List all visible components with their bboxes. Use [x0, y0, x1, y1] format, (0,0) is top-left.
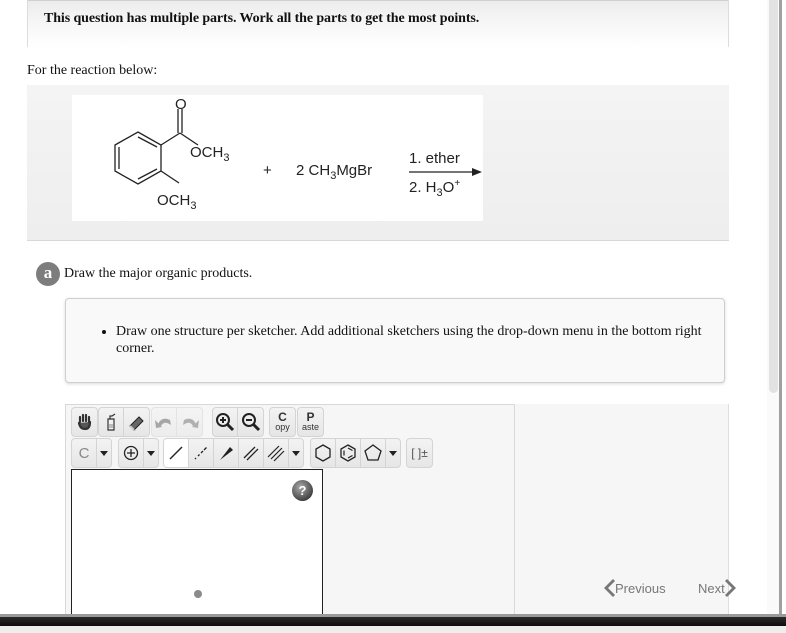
condition-1: 1. ether [409, 150, 460, 167]
double-bond-icon [242, 444, 260, 462]
canvas-cursor-dot [194, 590, 202, 598]
carbonyl-oxygen: O [175, 96, 187, 113]
undo-button[interactable] [152, 408, 177, 436]
tool-group-paste [297, 407, 324, 437]
element-label: C [78, 444, 90, 462]
chevron-down-icon [100, 451, 108, 456]
previous-button[interactable] [603, 578, 666, 598]
wash-bottle-button[interactable] [99, 408, 124, 436]
part-a-badge: a [36, 262, 60, 286]
reaction-scheme-svg [72, 95, 483, 221]
help-icon[interactable]: ? [292, 480, 313, 501]
bond-dropdown[interactable] [289, 439, 303, 467]
bond-picker [163, 438, 304, 468]
element-picker [71, 438, 112, 468]
tool-group-zoom [212, 407, 264, 437]
window-right-edge [779, 0, 782, 617]
part-a-prompt: Draw the major organic products. [64, 266, 253, 281]
single-bond-icon [167, 444, 185, 462]
instruction-box [65, 298, 725, 383]
ester-och3: $OCH_3$ [190, 144, 230, 164]
undo-icon [154, 414, 174, 430]
redo-button[interactable] [177, 408, 202, 436]
redo-icon [180, 414, 200, 430]
chevron-right-icon [725, 578, 737, 598]
bracket-button[interactable] [407, 439, 432, 467]
bracket-charge-icon: [ ]± [411, 445, 428, 460]
positive-charge-icon [122, 444, 140, 462]
hand-icon [76, 413, 94, 431]
element-carbon-button[interactable] [72, 439, 97, 467]
single-bond-button[interactable] [164, 439, 189, 467]
wedge-bond-icon [217, 444, 235, 462]
ring-dropdown[interactable] [386, 439, 400, 467]
wedge-bond-button[interactable] [214, 439, 239, 467]
reaction-panel [27, 85, 729, 241]
chevron-down-icon [292, 451, 300, 456]
tool-group-copy [269, 407, 296, 437]
hand-tool-button[interactable] [72, 408, 97, 436]
hashed-wedge-bond-icon [192, 444, 210, 462]
ring-picker [310, 438, 401, 468]
wash-bottle-icon [102, 412, 120, 432]
cyclohexane-icon [313, 443, 333, 463]
chevron-down-icon [147, 451, 155, 456]
charge-picker [118, 438, 159, 468]
bottom-strip [0, 626, 786, 633]
cyclopentane-icon [363, 443, 383, 463]
ortho-och3: $OCH_3$ [157, 192, 197, 212]
grignard-reagent: 2 $CH_3MgBr$ [296, 162, 373, 182]
structure-sketcher [65, 404, 515, 619]
next-button[interactable] [698, 578, 737, 598]
tool-group-select [71, 407, 98, 437]
zoom-out-button[interactable] [238, 408, 263, 436]
condition-2: 2. $H_3O^+$ [409, 178, 461, 199]
bottom-bar [0, 617, 786, 626]
drawing-canvas[interactable] [71, 469, 323, 619]
reaction-image [72, 95, 483, 221]
paste-button[interactable]: P aste [301, 410, 319, 432]
intro-text: For the reaction below: [27, 63, 158, 78]
chevron-left-icon [603, 578, 615, 598]
chevron-down-icon [389, 451, 397, 456]
next-label: Next [698, 580, 725, 596]
benzene-button[interactable] [336, 439, 361, 467]
eraser-button[interactable] [124, 408, 149, 436]
eraser-icon [127, 413, 147, 431]
triple-bond-icon [267, 444, 285, 462]
previous-label: Previous [615, 580, 666, 596]
plus-sign: + [263, 162, 272, 179]
cyclopentane-button[interactable] [361, 439, 386, 467]
instruction-list [116, 323, 716, 357]
copy-button[interactable]: C opy [275, 410, 290, 432]
dashed-bond-button[interactable] [189, 439, 214, 467]
tool-group-erase [98, 407, 150, 437]
header-text: This question has multiple parts. Work all the parts to get the most points. [44, 11, 480, 26]
cyclohexane-button[interactable] [311, 439, 336, 467]
zoom-in-icon [215, 412, 235, 432]
charge-button[interactable] [119, 439, 144, 467]
bracket-group [406, 438, 433, 468]
zoom-in-button[interactable] [213, 408, 238, 436]
vertical-scrollbar-thumb[interactable] [769, 0, 778, 393]
instruction-item: • Draw one structure per sketcher. Add additional sketchers using the drop-down menu in the bottom right corner. [116, 323, 716, 357]
tool-group-history [151, 407, 203, 437]
header-banner [27, 0, 729, 47]
benzene-icon [338, 443, 358, 463]
triple-bond-button[interactable] [264, 439, 289, 467]
double-bond-button[interactable] [239, 439, 264, 467]
zoom-out-icon [241, 412, 261, 432]
element-dropdown[interactable] [97, 439, 111, 467]
charge-dropdown[interactable] [144, 439, 158, 467]
